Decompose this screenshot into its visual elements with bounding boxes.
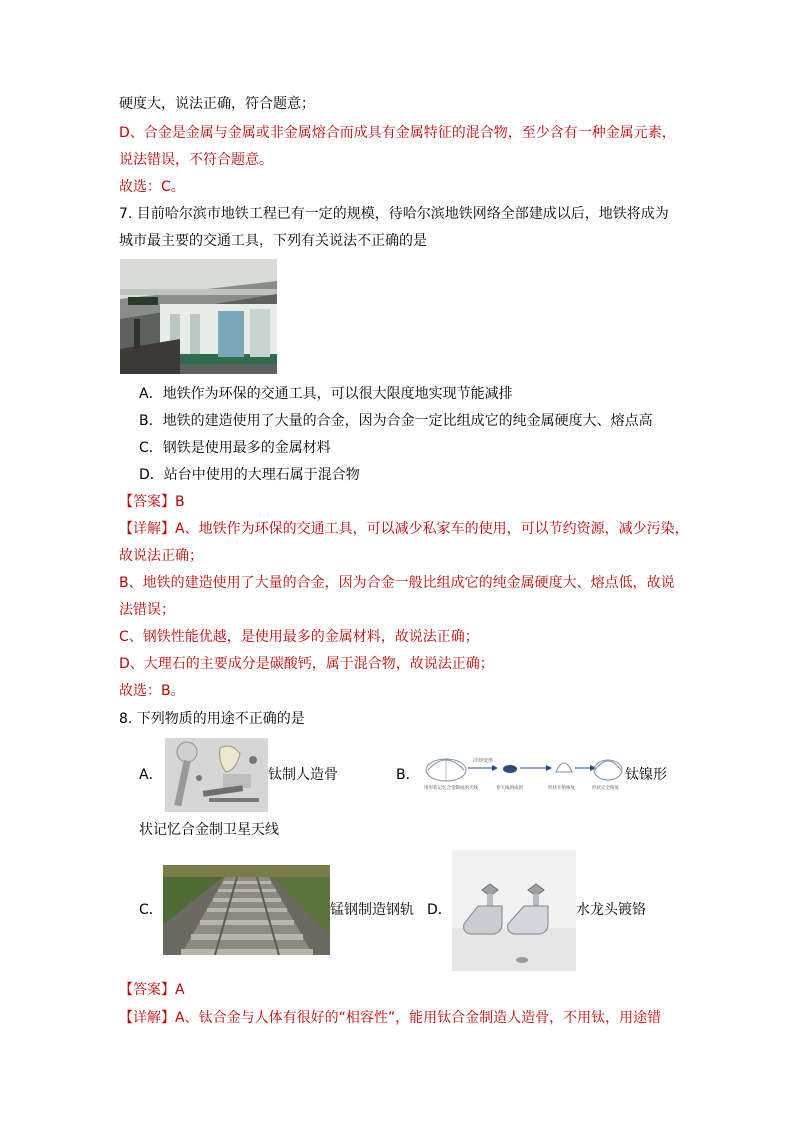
diagram-label: 冷却变形 bbox=[473, 758, 494, 764]
question-7-option-d: D．站台中使用的大理石属于混合物 bbox=[139, 467, 360, 483]
chrome-faucet-photo bbox=[452, 850, 576, 971]
option-b-continued: 状记忆合金制卫星天线 bbox=[139, 822, 279, 838]
detail-line: 故选：B。 bbox=[119, 683, 185, 699]
memory-alloy-antenna-diagram bbox=[418, 752, 623, 802]
question-7-option-b: B．地铁的建造使用了大量的合金，因为合金一定比组成它的纯金属硬度大、熔点高 bbox=[139, 413, 653, 429]
detail-line: 法错误； bbox=[119, 602, 175, 618]
question-7-stem: 7. 目前哈尔滨市地铁工程已有一定的规模，待哈尔滨地铁网络全部建成以后，地铁将成为 bbox=[119, 206, 669, 222]
detail-line: D、大理石的主要成分是碳酸钙，属于混合物，故说法正确； bbox=[119, 656, 494, 672]
text-line: D、合金是金属与金属或非金属熔合而成具有金属特征的混合物，至少含有一种金属元素， bbox=[119, 125, 676, 141]
text-line: 说法错误，不符合题意。 bbox=[119, 152, 273, 168]
text-line: 故选：C。 bbox=[119, 179, 185, 195]
subway-station-photo bbox=[120, 259, 277, 374]
detail-line: B、地铁的建造使用了大量的合金，因为合金一般比组成它的纯金属硬度大、熔点低，故说 bbox=[119, 575, 675, 591]
option-a-letter: A． bbox=[139, 767, 163, 783]
steel-rail-photo bbox=[163, 865, 330, 955]
option-c-letter: C． bbox=[139, 902, 163, 918]
answer-label: 【答案】B bbox=[119, 494, 185, 510]
option-b-letter: B． bbox=[396, 767, 420, 783]
titanium-bone-photo bbox=[165, 738, 268, 812]
diagram-label: 形状完全恢复 bbox=[592, 786, 619, 791]
option-b-text: 钛镍形 bbox=[625, 767, 667, 783]
option-d-text: 水龙头镀铬 bbox=[576, 902, 646, 918]
question-7-option-a: A．地铁作为环保的交通工具，可以很大限度地实现节能减排 bbox=[139, 386, 513, 402]
detail-line: 【详解】A、地铁作为环保的交通工具，可以减少私家车的使用，可以节约资源，减少污染， bbox=[119, 521, 689, 537]
diagram-label: 卷天线团成团 bbox=[496, 786, 523, 791]
option-c-text: 锰钢制造钢轨 bbox=[330, 902, 414, 918]
answer-label: 【答案】A bbox=[119, 982, 185, 998]
option-d-letter: D． bbox=[427, 902, 452, 918]
detail-line: 故说法正确； bbox=[119, 548, 203, 564]
question-7-option-c: C．钢铁是使用最多的金属材料 bbox=[139, 440, 331, 456]
diagram-label: 用形状记忆合金制成的天线 bbox=[424, 786, 478, 791]
option-a-text: 钛制人造骨 bbox=[268, 767, 338, 783]
question-7-stem: 城市最主要的交通工具，下列有关说法不正确的是 bbox=[119, 233, 427, 249]
text-line: 硬度大，说法正确，符合题意； bbox=[119, 96, 315, 112]
detail-line: 【详解】A、钛合金与人体有很好的“相容性”，能用钛合金制造人造骨，不用钛，用途错 bbox=[119, 1010, 662, 1026]
diagram-label: 形状开始恢复 bbox=[548, 786, 575, 791]
detail-line: C、钢铁性能优越，是使用最多的金属材料，故说法正确； bbox=[119, 629, 479, 645]
question-8-stem: 8. 下列物质的用途不正确的是 bbox=[119, 711, 305, 727]
